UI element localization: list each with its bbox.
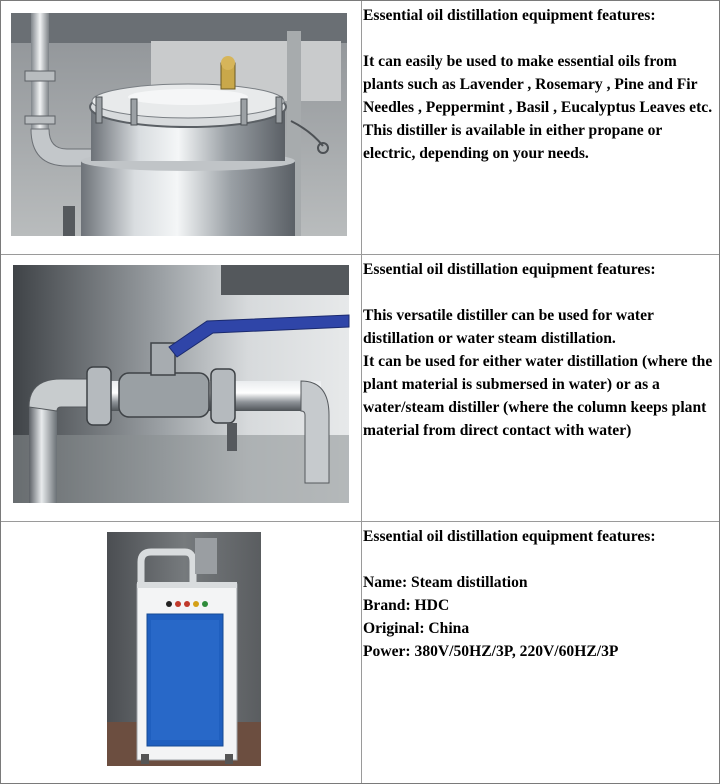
feature-paragraph: It can be used for either water distillation (where the plant material is submersed in water) or as a water/steam distiller (where the column keeps plant material from direct contact with water) (363, 353, 713, 439)
spec-brand: Brand: HDC (363, 597, 450, 614)
feature-text-cell (363, 1, 715, 254)
feature-text-cell (363, 255, 715, 521)
table-row (1, 522, 719, 783)
table-row (1, 255, 719, 521)
distillation-tank-photo (1, 1, 361, 254)
feature-heading: Essential oil distillation equipment features: (363, 261, 656, 278)
feature-paragraph: This distiller is available in either propane or electric, depending on your needs. (363, 122, 663, 162)
feature-paragraph: It can easily be used to make essential oils from plants such as Lavender , Rosemary , Pine and Fir Needles , Peppermint , Basil , Eucalyptus Leaves etc. (363, 53, 713, 116)
feature-heading: Essential oil distillation equipment features: (363, 528, 656, 545)
spec-power: Power: 380V/50HZ/3P, 220V/60HZ/3P (363, 643, 619, 660)
spec-origin: Original: China (363, 620, 470, 637)
steam-generator-photo (1, 522, 361, 783)
feature-paragraph: This versatile distiller can be used for water distillation or water steam distillation. (363, 307, 654, 347)
ball-valve-pipe-photo (1, 255, 361, 521)
feature-heading: Essential oil distillation equipment features: (363, 7, 656, 24)
spec-name: Name: Steam distillation (363, 574, 528, 591)
table-row (1, 1, 719, 254)
feature-text-cell (363, 522, 715, 783)
